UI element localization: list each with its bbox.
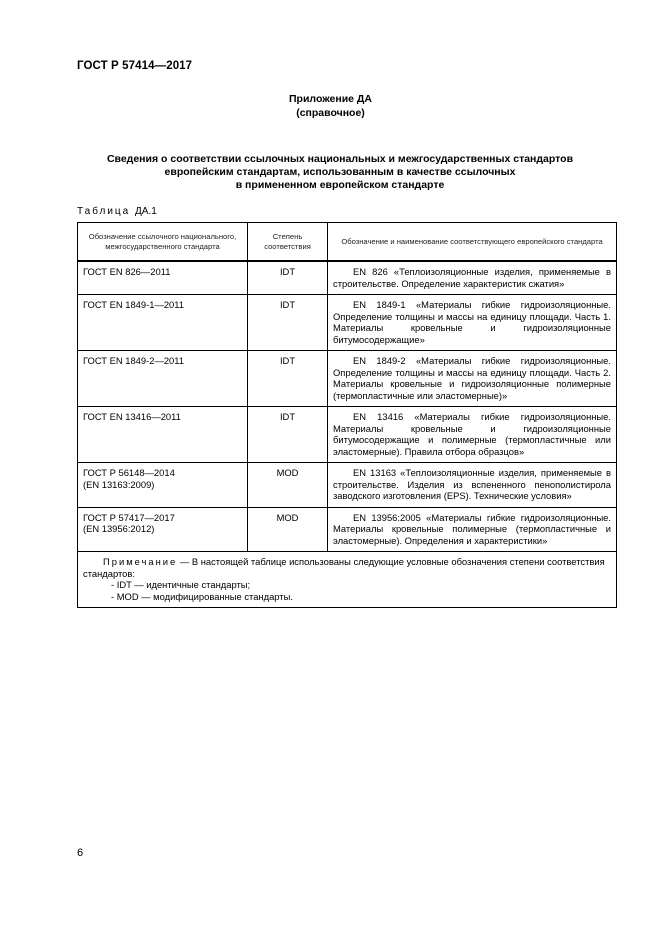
table-row [78, 463, 617, 508]
ref-standard: ГОСТ Р 57417—2017 [83, 511, 175, 523]
degree-cell: IDT [248, 261, 328, 295]
ref-cell [78, 261, 248, 295]
table-row [78, 507, 617, 552]
degree-cell: IDT [248, 407, 328, 463]
table-row [78, 351, 617, 407]
degree-cell: IDT [248, 351, 328, 407]
correspondence-table [77, 222, 617, 608]
desc-cell: EN 13416 «Материалы гибкие гидроизоляционные. Материалы кровельные и гидроизоляционные битумосодержащие и полимерные (термопластичные или эластомерные). Правила отбора образцов» [328, 407, 617, 463]
ref-standard: ГОСТ EN 1849-2—2011 [83, 355, 184, 366]
ref-standard: ГОСТ EN 826—2011 [83, 266, 171, 277]
desc-cell: EN 826 «Теплоизоляционные изделия, применяемые в строительстве. Определение характеристик сжатия» [328, 261, 617, 295]
desc-cell: EN 13163 «Теплоизоляционные изделия, применяемые в строительстве. Изделия из вспененного пенополистирола заводского изготовления (EPS). Технические условия» [328, 463, 617, 508]
note-label: Примечание [103, 556, 178, 567]
annex-title: Приложение ДА [289, 93, 372, 105]
ref-standard-equivalent: (EN 13956:2012) [83, 523, 155, 534]
table-row [78, 295, 617, 351]
ref-standard: ГОСТ EN 13416—2011 [83, 411, 181, 422]
table-header-row [78, 223, 617, 262]
desc-cell: EN 1849-1 «Материалы гибкие гидроизоляционные. Определение толщины и массы на единицу площади. Часть 1. Материалы кровельные и гидроизоляционные битумосодержащие» [328, 295, 617, 351]
page-number: 6 [77, 847, 84, 859]
heading-line-2: европейским стандартам, использованным в качестве ссылочных [164, 166, 516, 178]
ref-standard: ГОСТ EN 1849-1—2011 [83, 299, 184, 310]
table-caption [77, 206, 157, 217]
ref-standard: ГОСТ Р 56148—2014 [83, 467, 175, 478]
desc-cell: EN 13956:2005 «Материалы гибкие гидроизоляционные. Материалы кровельные полимерные (термопластичные и эластомерные). Определения и характеристики» [328, 507, 617, 552]
table-row [78, 407, 617, 463]
ref-cell [78, 463, 248, 508]
ref-cell [78, 295, 248, 351]
column-header-degree: Степень соответствия [248, 223, 328, 262]
note-item-mod: - MOD — модифицированные стандарты. [111, 590, 293, 602]
column-header-ref: Обозначение ссылочного национального, межгосударственного стандарта [78, 223, 248, 262]
desc-cell: EN 1849-2 «Материалы гибкие гидроизоляционные. Определение толщины и массы на единицу площади. Часть 2. Материалы кровельные и гидроизоляционные полимерные (термопластичные или эластомерные)» [328, 351, 617, 407]
heading-line-3: в примененном европейском стандарте [235, 179, 445, 191]
note-body: — В настоящей таблице использованы следующие условные обозначения степени соответствия стандартов: [83, 556, 605, 579]
section-heading [90, 153, 590, 192]
note-text [83, 556, 611, 579]
annex-subtitle: (справочное) [296, 107, 365, 119]
document-code: ГОСТ Р 57414—2017 [77, 60, 193, 72]
degree-cell: MOD [248, 463, 328, 508]
degree-cell: IDT [248, 295, 328, 351]
ref-standard-equivalent: (EN 13163:2009) [83, 478, 155, 490]
ref-cell [78, 351, 248, 407]
table-note-row [78, 552, 617, 608]
degree-cell: MOD [248, 507, 328, 552]
column-header-desc: Обозначение и наименование соответствующего европейского стандарта [328, 223, 617, 262]
ref-cell [78, 507, 248, 552]
heading-line-1: Сведения о соответствии ссылочных национальных и межгосударственных стандартов [106, 153, 574, 165]
table-row [78, 261, 617, 295]
note-cell [78, 552, 617, 608]
annex-header [0, 92, 661, 120]
ref-cell [78, 407, 248, 463]
table-caption-number: ДА.1 [135, 206, 157, 217]
note-item-idt: - IDT — идентичные стандарты; [111, 579, 251, 590]
table-caption-label: Таблица [77, 206, 131, 217]
